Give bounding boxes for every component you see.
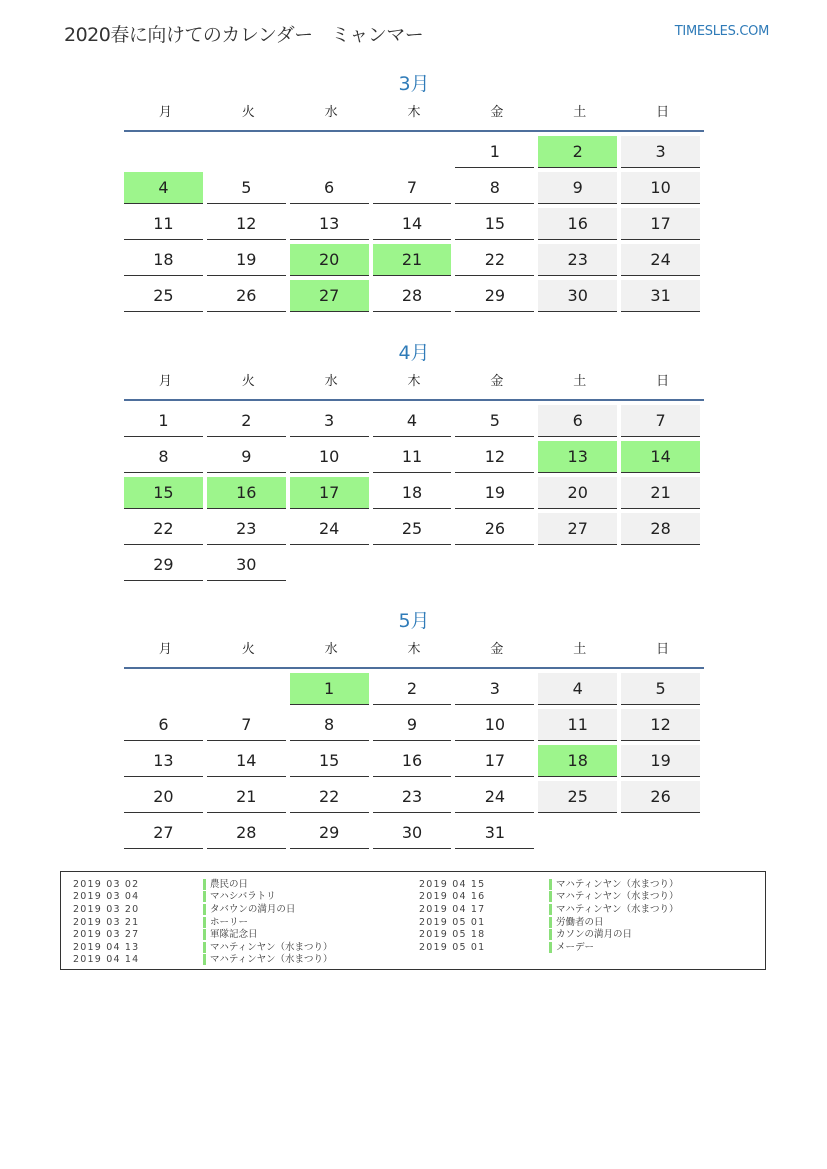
day-cell[interactable]: 9 <box>538 172 617 204</box>
weekday-label: 火 <box>241 374 255 389</box>
day-cell[interactable]: 24 <box>455 781 534 813</box>
legend-holiday-name: マハティンヤン（水まつり） <box>203 942 333 953</box>
day-cell[interactable]: 6 <box>538 405 617 437</box>
empty-cell <box>207 673 286 704</box>
legend-date: 2019 03 20 <box>73 903 140 915</box>
legend-holiday-name: タバウンの満月の日 <box>203 904 295 915</box>
day-cell[interactable]: 17 <box>290 477 369 509</box>
day-cell[interactable]: 13 <box>538 441 617 473</box>
weekday-header <box>124 367 704 399</box>
day-cell[interactable]: 15 <box>455 208 534 240</box>
legend-holiday-name: マハティンヤン（水まつり） <box>203 954 333 965</box>
week-row <box>124 441 704 477</box>
month-title: 3月 <box>398 73 430 95</box>
week-row <box>124 673 704 709</box>
day-cell[interactable]: 24 <box>621 244 700 276</box>
day-cell[interactable]: 1 <box>124 405 203 437</box>
legend-holiday-name: ホーリー <box>203 917 248 928</box>
empty-cell <box>207 136 286 167</box>
day-cell[interactable]: 21 <box>373 244 452 276</box>
weekday-label: 水 <box>324 374 338 389</box>
legend-date: 2019 05 01 <box>419 916 486 928</box>
legend-row <box>73 954 333 967</box>
legend-column-right <box>419 878 679 954</box>
empty-cell <box>621 817 700 848</box>
month-march <box>124 70 704 316</box>
week-row <box>124 781 704 817</box>
day-cell[interactable]: 17 <box>621 208 700 240</box>
empty-cell <box>124 136 203 167</box>
day-cell[interactable]: 23 <box>538 244 617 276</box>
weekday-label: 木 <box>407 642 421 657</box>
legend-date: 2019 04 15 <box>419 878 486 890</box>
day-cell[interactable]: 18 <box>538 745 617 777</box>
day-cell[interactable]: 9 <box>207 441 286 473</box>
day-cell[interactable]: 6 <box>290 172 369 204</box>
day-cell[interactable]: 20 <box>290 244 369 276</box>
weekday-label: 土 <box>573 105 587 120</box>
month-may <box>124 607 704 853</box>
day-cell[interactable]: 24 <box>290 513 369 545</box>
legend-row <box>419 903 679 916</box>
day-cell[interactable]: 22 <box>290 781 369 813</box>
day-cell[interactable]: 12 <box>207 208 286 240</box>
day-cell[interactable]: 16 <box>373 745 452 777</box>
day-cell[interactable]: 7 <box>373 172 452 204</box>
day-cell[interactable]: 13 <box>124 745 203 777</box>
legend-date: 2019 04 14 <box>73 954 140 966</box>
legend-row <box>419 891 679 904</box>
day-cell[interactable]: 4 <box>538 673 617 705</box>
day-cell[interactable]: 17 <box>455 745 534 777</box>
weekday-label: 金 <box>490 642 504 657</box>
day-cell[interactable]: 4 <box>373 405 452 437</box>
week-row <box>124 477 704 513</box>
empty-cell <box>373 549 452 580</box>
day-cell[interactable]: 19 <box>207 244 286 276</box>
legend-holiday-name: 労働者の日 <box>549 917 604 928</box>
legend-date: 2019 04 16 <box>419 891 486 903</box>
legend-date: 2019 05 01 <box>419 941 486 953</box>
day-cell[interactable]: 5 <box>207 172 286 204</box>
legend-row <box>73 928 333 941</box>
day-cell[interactable]: 15 <box>124 477 203 509</box>
week-row <box>124 745 704 781</box>
legend-column-left <box>73 878 333 966</box>
day-cell[interactable]: 22 <box>455 244 534 276</box>
day-cell[interactable]: 1 <box>290 673 369 705</box>
day-cell[interactable]: 10 <box>455 709 534 741</box>
header-divider <box>124 667 704 669</box>
day-cell[interactable]: 18 <box>124 244 203 276</box>
day-cell[interactable]: 2 <box>207 405 286 437</box>
empty-cell <box>290 136 369 167</box>
day-cell[interactable]: 27 <box>124 817 203 849</box>
empty-cell <box>373 136 452 167</box>
day-cell[interactable]: 6 <box>124 709 203 741</box>
day-cell[interactable]: 5 <box>455 405 534 437</box>
weekday-label: 日 <box>656 105 670 120</box>
legend-holiday-name: 軍隊記念日 <box>203 929 258 940</box>
weekday-label: 月 <box>158 105 172 120</box>
day-cell[interactable]: 11 <box>373 441 452 473</box>
day-cell[interactable]: 11 <box>124 208 203 240</box>
day-cell[interactable]: 26 <box>621 781 700 813</box>
weekday-label: 木 <box>407 105 421 120</box>
day-cell[interactable]: 20 <box>538 477 617 509</box>
month-april <box>124 339 704 585</box>
week-row <box>124 709 704 745</box>
day-cell[interactable]: 2 <box>373 673 452 705</box>
day-cell[interactable]: 10 <box>290 441 369 473</box>
legend-row <box>73 878 333 891</box>
week-row <box>124 172 704 208</box>
day-cell[interactable]: 12 <box>455 441 534 473</box>
day-cell[interactable]: 29 <box>290 817 369 849</box>
empty-cell <box>124 673 203 704</box>
empty-cell <box>621 549 700 580</box>
day-cell[interactable]: 11 <box>538 709 617 741</box>
day-cell[interactable]: 27 <box>538 513 617 545</box>
legend-row <box>73 903 333 916</box>
day-cell[interactable]: 14 <box>373 208 452 240</box>
day-cell[interactable]: 7 <box>207 709 286 741</box>
week-row <box>124 817 704 853</box>
day-cell[interactable]: 21 <box>207 781 286 813</box>
day-cell[interactable]: 29 <box>124 549 203 581</box>
header-divider <box>124 399 704 401</box>
legend-date: 2019 03 27 <box>73 929 140 941</box>
weekday-label: 金 <box>490 374 504 389</box>
day-cell[interactable]: 30 <box>538 280 617 312</box>
weekday-label: 月 <box>158 642 172 657</box>
brand-link[interactable]: TIMESLES.COM <box>674 24 769 39</box>
legend-date: 2019 05 18 <box>419 929 486 941</box>
day-cell[interactable]: 28 <box>621 513 700 545</box>
day-cell[interactable]: 3 <box>455 673 534 705</box>
weekday-header <box>124 635 704 667</box>
day-cell[interactable]: 19 <box>621 745 700 777</box>
week-row <box>124 280 704 316</box>
day-cell[interactable]: 28 <box>373 280 452 312</box>
week-row <box>124 513 704 549</box>
empty-cell <box>538 549 617 580</box>
weekday-label: 日 <box>656 642 670 657</box>
legend-row <box>419 878 679 891</box>
day-cell[interactable]: 23 <box>207 513 286 545</box>
day-cell[interactable]: 3 <box>621 136 700 168</box>
day-cell[interactable]: 31 <box>621 280 700 312</box>
legend-date: 2019 03 21 <box>73 916 140 928</box>
legend-holiday-name: マハティンヤン（水まつり） <box>549 904 679 915</box>
day-cell[interactable]: 8 <box>455 172 534 204</box>
week-row <box>124 549 704 585</box>
day-cell[interactable]: 15 <box>290 745 369 777</box>
day-cell[interactable]: 26 <box>207 280 286 312</box>
legend-row <box>419 941 679 954</box>
page-title: 2020春に向けてのカレンダー ミャンマー <box>64 24 424 46</box>
week-row <box>124 405 704 441</box>
legend-holiday-name: メーデー <box>549 942 594 953</box>
legend-row <box>73 891 333 904</box>
month-title: 4月 <box>398 342 430 364</box>
weekday-label: 火 <box>241 105 255 120</box>
weekday-label: 金 <box>490 105 504 120</box>
day-cell[interactable]: 25 <box>124 280 203 312</box>
empty-cell <box>290 549 369 580</box>
month-title: 5月 <box>398 610 430 632</box>
legend-row <box>419 928 679 941</box>
weekday-label: 火 <box>241 642 255 657</box>
day-cell[interactable]: 22 <box>124 513 203 545</box>
legend-date: 2019 03 02 <box>73 878 140 890</box>
day-cell[interactable]: 16 <box>207 477 286 509</box>
legend-holiday-name: カソンの満月の日 <box>549 929 632 940</box>
holiday-legend <box>60 871 766 970</box>
day-cell[interactable]: 29 <box>455 280 534 312</box>
day-cell[interactable]: 2 <box>538 136 617 168</box>
day-cell[interactable]: 8 <box>124 441 203 473</box>
legend-holiday-name: 農民の日 <box>203 879 248 890</box>
day-cell[interactable]: 26 <box>455 513 534 545</box>
day-cell[interactable]: 18 <box>373 477 452 509</box>
day-cell[interactable]: 3 <box>290 405 369 437</box>
day-cell[interactable]: 30 <box>373 817 452 849</box>
legend-holiday-name: マハティンヤン（水まつり） <box>549 891 679 902</box>
day-cell[interactable]: 31 <box>455 817 534 849</box>
day-cell[interactable]: 23 <box>373 781 452 813</box>
week-row <box>124 136 704 172</box>
weekday-label: 水 <box>324 105 338 120</box>
day-cell[interactable]: 21 <box>621 477 700 509</box>
empty-cell <box>455 549 534 580</box>
day-cell[interactable]: 12 <box>621 709 700 741</box>
day-cell[interactable]: 19 <box>455 477 534 509</box>
day-cell[interactable]: 28 <box>207 817 286 849</box>
day-cell[interactable]: 8 <box>290 709 369 741</box>
empty-cell <box>538 817 617 848</box>
day-cell[interactable]: 16 <box>538 208 617 240</box>
day-cell[interactable]: 30 <box>207 549 286 581</box>
legend-date: 2019 04 13 <box>73 941 140 953</box>
weekday-label: 土 <box>573 642 587 657</box>
legend-row <box>419 916 679 929</box>
day-cell[interactable]: 5 <box>621 673 700 705</box>
day-cell[interactable]: 14 <box>621 441 700 473</box>
legend-row <box>73 941 333 954</box>
day-cell[interactable]: 4 <box>124 172 203 204</box>
day-cell[interactable]: 27 <box>290 280 369 312</box>
legend-holiday-name: マハシバラトリ <box>203 891 276 902</box>
weekday-label: 土 <box>573 374 587 389</box>
week-row <box>124 244 704 280</box>
legend-date: 2019 04 17 <box>419 903 486 915</box>
weekday-header <box>124 98 704 130</box>
header-divider <box>124 130 704 132</box>
day-cell[interactable]: 25 <box>373 513 452 545</box>
legend-date: 2019 03 04 <box>73 891 140 903</box>
day-cell[interactable]: 25 <box>538 781 617 813</box>
day-cell[interactable]: 7 <box>621 405 700 437</box>
legend-row <box>73 916 333 929</box>
weekday-label: 月 <box>158 374 172 389</box>
weekday-label: 水 <box>324 642 338 657</box>
day-cell[interactable]: 20 <box>124 781 203 813</box>
day-cell[interactable]: 9 <box>373 709 452 741</box>
week-row <box>124 208 704 244</box>
legend-holiday-name: マハティンヤン（水まつり） <box>549 879 679 890</box>
weekday-label: 日 <box>656 374 670 389</box>
day-cell[interactable]: 10 <box>621 172 700 204</box>
day-cell[interactable]: 13 <box>290 208 369 240</box>
day-cell[interactable]: 1 <box>455 136 534 168</box>
day-cell[interactable]: 14 <box>207 745 286 777</box>
weekday-label: 木 <box>407 374 421 389</box>
